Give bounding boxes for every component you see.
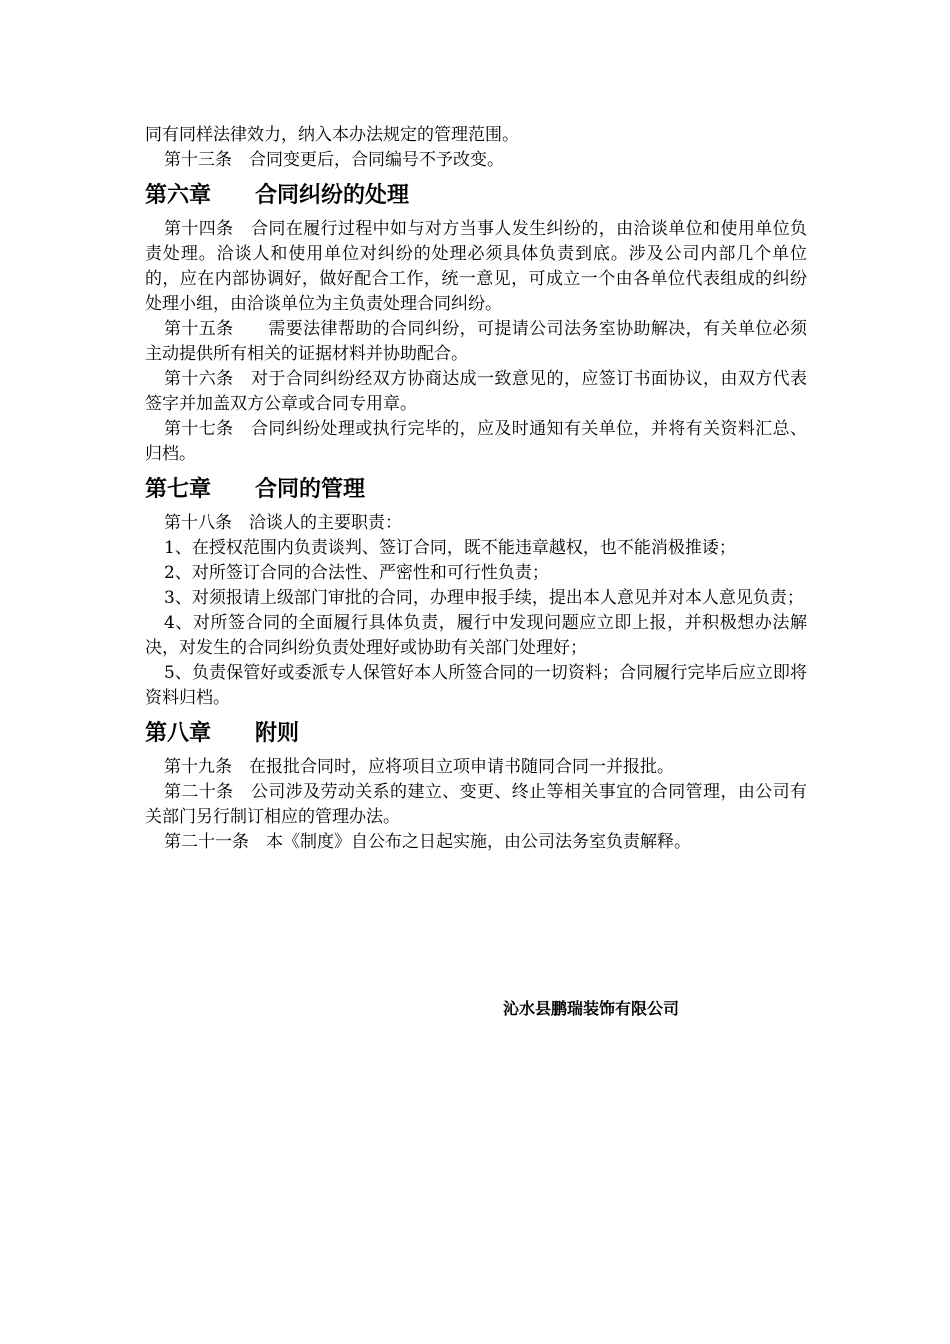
article-19: 第十九条 在报批合同时，应将项目立项申请书随同合同一并报批。 bbox=[164, 757, 674, 777]
paragraph-continuation: 同有同样法律效力，纳入本办法规定的管理范围。 bbox=[145, 125, 519, 145]
article-20: 第二十条 公司涉及劳动关系的建立、变更、终止等相关事宜的合同管理，由公司有关部门另行制订相应的管理办法。 bbox=[145, 782, 807, 827]
article-18: 第十八条 洽谈人的主要职责： bbox=[164, 513, 402, 533]
article-15: 第十五条 需要法律帮助的合同纠纷，可提请公司法务室协助解决，有关单位必须主动提供所有相关的证据材料并协助配合。 bbox=[145, 319, 807, 364]
duty-item-3: 3、对须报请上级部门审批的合同，办理申报手续，提出本人意见并对本人意见负责； bbox=[164, 588, 804, 608]
article-16: 第十六条 对于合同纠纷经双方协商达成一致意见的，应签订书面协议，由双方代表签字并加盖双方公章或合同专用章。 bbox=[145, 369, 807, 414]
duty-item-4: 4、对所签合同的全面履行具体负责，履行中发现问题应立即上报，并积极想办法解决，对发生的合同纠纷负责处理好或协助有关部门处理好； bbox=[145, 613, 807, 658]
chapter-6-heading: 第六章 合同纠纷的处理 bbox=[145, 183, 410, 208]
duty-item-1: 1、在授权范围内负责谈判、签订合同，既不能违章越权，也不能消极推诿； bbox=[164, 538, 736, 558]
article-17: 第十七条 合同纠纷处理或执行完毕的，应及时通知有关单位，并将有关资料汇总、归档。 bbox=[145, 419, 807, 464]
chapter-8-heading: 第八章 附则 bbox=[145, 721, 300, 746]
duty-item-2: 2、对所签订合同的合法性、严密性和可行性负责； bbox=[164, 563, 549, 583]
duty-item-5: 5、负责保管好或委派专人保管好本人所签合同的一切资料；合同履行完毕后应立即将资料归档。 bbox=[145, 663, 807, 708]
company-name: 沁水县鹏瑞装饰有限公司 bbox=[503, 999, 680, 1018]
chapter-7-heading: 第七章 合同的管理 bbox=[145, 477, 366, 502]
article-13: 第十三条 合同变更后，合同编号不予改变。 bbox=[164, 150, 504, 170]
document-body bbox=[145, 123, 807, 855]
article-14: 第十四条 合同在履行过程中如与对方当事人发生纠纷的，由洽谈单位和使用单位负责处理。洽谈人和使用单位对纠纷的处理必须具体负责到底。涉及公司内部几个单位的，应在内部协调好，做好配合工作，统一意见，可成立一个由各单位代表组成的纠纷处理小组，由洽谈单位为主负责处理合同纠纷。 bbox=[145, 219, 807, 314]
article-21: 第二十一条 本《制度》自公布之日起实施，由公司法务室负责解释。 bbox=[164, 832, 691, 852]
